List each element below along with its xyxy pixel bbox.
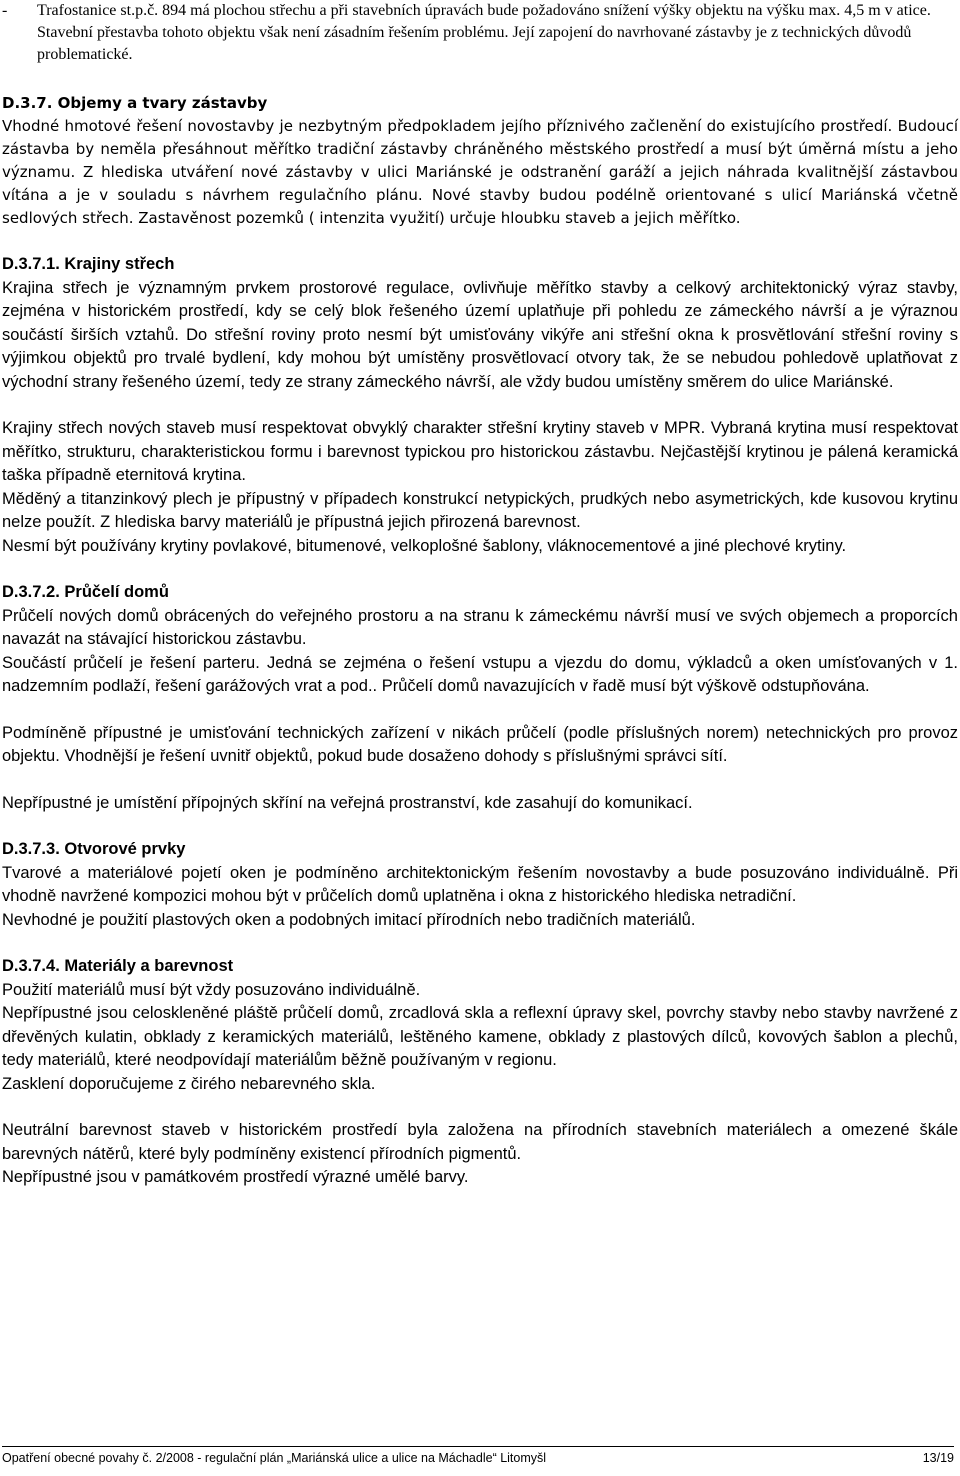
document-page xyxy=(2,0,958,1190)
footer-document-title: Opatření obecné povahy č. 2/2008 - regulační plán „Mariánská ulice a ulice na Máchadle“ Litomyšl xyxy=(2,1451,547,1465)
top-section xyxy=(2,0,958,66)
paragraph: Nevhodné je použití plastových oken a podobných imitací přírodních nebo tradičních materiálů. xyxy=(2,910,696,929)
heading-number: D.3.7.4. xyxy=(2,957,60,975)
section-krajiny-strech xyxy=(2,253,958,558)
paragraph: Nesmí být používány krytiny povlakové, bitumenové, velkoplošné šablony, vláknocementové a jiné plechové krytiny. xyxy=(2,536,847,555)
paragraph: Součástí průčelí je řešení parteru. Jedná se zejména o řešení vstupu a vjezdu do domu, výkladců a oken umísťovaných v 1. nadzemním podlaží, řešení garážových vrat a pod.. Průčelí domů navazujících v řadě musí být výškově odstupňována. xyxy=(2,653,958,695)
paragraph: Podmíněně přípustné je umisťování technických zařízení v nikách průčelí (podle příslušných norem) netechnických pro provoz objektu. Vhodnější je řešení uvnitř objektů, pokud bude dosaženo dohody s příslušnými správci sítí. xyxy=(2,723,958,765)
paragraph: Nepřípustné jsou v památkovém prostředí výrazné umělé barvy. xyxy=(2,1168,469,1186)
section-heading xyxy=(2,838,958,862)
section-heading xyxy=(2,581,958,605)
section-otvorove-prvky xyxy=(2,838,958,932)
bullet-item xyxy=(2,0,958,22)
section-materialy-barevnost xyxy=(2,955,958,1190)
section-heading xyxy=(2,955,958,979)
indented-text: Stavební přestavba tohoto objektu však není zásadním řešením problému. Její zapojení do navrhované zástavby je z technických důvodů problematické. xyxy=(37,24,912,63)
paragraph: Krajina střech je významným prvkem prostorové regulace, ovlivňuje měřítko stavby a celkový architektonický výraz stavby, zejména v historickém prostředí, kdy se celý blok řešeného území uplatňuje při pohledu ze zámeckého návrší a je výraznou součástí širších vztahů. Do střešní roviny proto nesmí být umisťovány vikýře ani střešní okna k prosvětlování střešní roviny s výjimkou objektů pro trvalé bydlení, kdy mohou být umístěny prosvětlovací otvory tak, že se nebudou pohledově uplatňovat z východní strany řešeného území, tedy ze strany zámeckého návrší, ale vždy budou umístěny směrem do ulice Mariánské. xyxy=(2,278,958,391)
page-footer xyxy=(2,1446,954,1466)
heading-title: Krajiny střech xyxy=(64,255,175,273)
heading-title: Materiály a barevnost xyxy=(64,957,234,975)
paragraph: Krajiny střech nových staveb musí respektovat obvyklý charakter střešní krytiny staveb v MPR. Vybraná krytina musí respektovat měřítko, strukturu, charakteristickou formu i barevnost typickou pro historickou zástavbu. Nejčastější krytinou je pálená keramická taška případně eternitová krytina. xyxy=(2,419,958,484)
heading-number: D.3.7.3. xyxy=(2,840,60,858)
section-objemy xyxy=(2,92,958,230)
section-heading xyxy=(2,253,958,277)
paragraph: Průčelí nových domů obrácených do veřejného prostoru a na stranu k zámeckému návrší musí ve svých objemech a proporcích navazát na stávající historickou zástavbu. xyxy=(2,606,958,648)
paragraph: Měděný a titanzinkový plech je přípustný v případech konstrukcí netypických, prudkých nebo asymetrických, kde kusovou krytinu nelze použít. Z hlediska barvy materiálů je přípustná jejich přirozená barevnost. xyxy=(2,489,958,531)
paragraph: Neutrální barevnost staveb v historickém prostředí byla založena na přírodních stavebních materiálech a omezené škále barevných nátěrů, které byly podmíněny existencí přírodních pigmentů. xyxy=(2,1121,958,1163)
bullet-dash: - xyxy=(2,2,8,19)
page-number: 13/19 xyxy=(922,1451,954,1465)
heading-title: Průčelí domů xyxy=(64,583,169,601)
paragraph: Vhodné hmotové řešení novostavby je nezbytným předpokladem jejího příznivého začlenění do existujícího prostředí. Budoucí zástavba by neměla přesáhnout měřítko tradiční zástavby chráněného městského prostředí a musí být úměrná místu a jeho významu. Z hlediska utváření nové zástavby v ulici Mariánské je odstranění garáží a jejich náhrada kvalitnější zástavbou vítána a je v souladu s návrhem regulačního plánu. Nové stavby budou podélně orientované s ulicí Mariánská včetně sedlových střech. Zastavěnost pozemků ( intenzita využití) určuje hloubku staveb a jejich měřítko. xyxy=(2,117,958,227)
paragraph: Tvarové a materiálové pojetí oken je podmíněno architektonickým řešením novostavby a bude posuzováno individuálně. Při vhodně navržené kompozici mohou být v průčelích domů uplatněna i okna z historického hlediska netradiční. xyxy=(2,863,958,905)
paragraph: Nepřípustné je umístění přípojných skříní na veřejná prostranství, kde zasahují do komunikací. xyxy=(2,793,693,812)
heading-number: D.3.7.1. xyxy=(2,255,60,273)
section-heading: D.3.7. Objemy a tvary zástavby xyxy=(2,94,268,112)
paragraph: Použití materiálů musí být vždy posuzováno individuálně. xyxy=(2,980,421,999)
paragraph: Zasklení doporučujeme z čirého nebarevného skla. xyxy=(2,1074,376,1093)
heading-number: D.3.7.2. xyxy=(2,583,60,601)
paragraph: Nepřípustné jsou celoskleněné pláště průčelí domů, zrcadlová skla a reflexní úpravy skel, povrchy stavby nebo stavby navržené z dřevěných kulatin, obklady z keramických materiálů, leštěného kamene, obklady z plastových dílců, kovových šablon a plechů, tedy materiálů, které neodpovídají materiálům běžně používaným v regionu. xyxy=(2,1004,958,1069)
section-pruceli-domu xyxy=(2,581,958,815)
bullet-text: Trafostanice st.p.č. 894 má plochou střechu a při stavebních úpravách bude požadováno snížení výšky objektu na výšku max. 4,5 m v atice. xyxy=(37,2,931,19)
heading-title: Otvorové prvky xyxy=(64,840,186,858)
